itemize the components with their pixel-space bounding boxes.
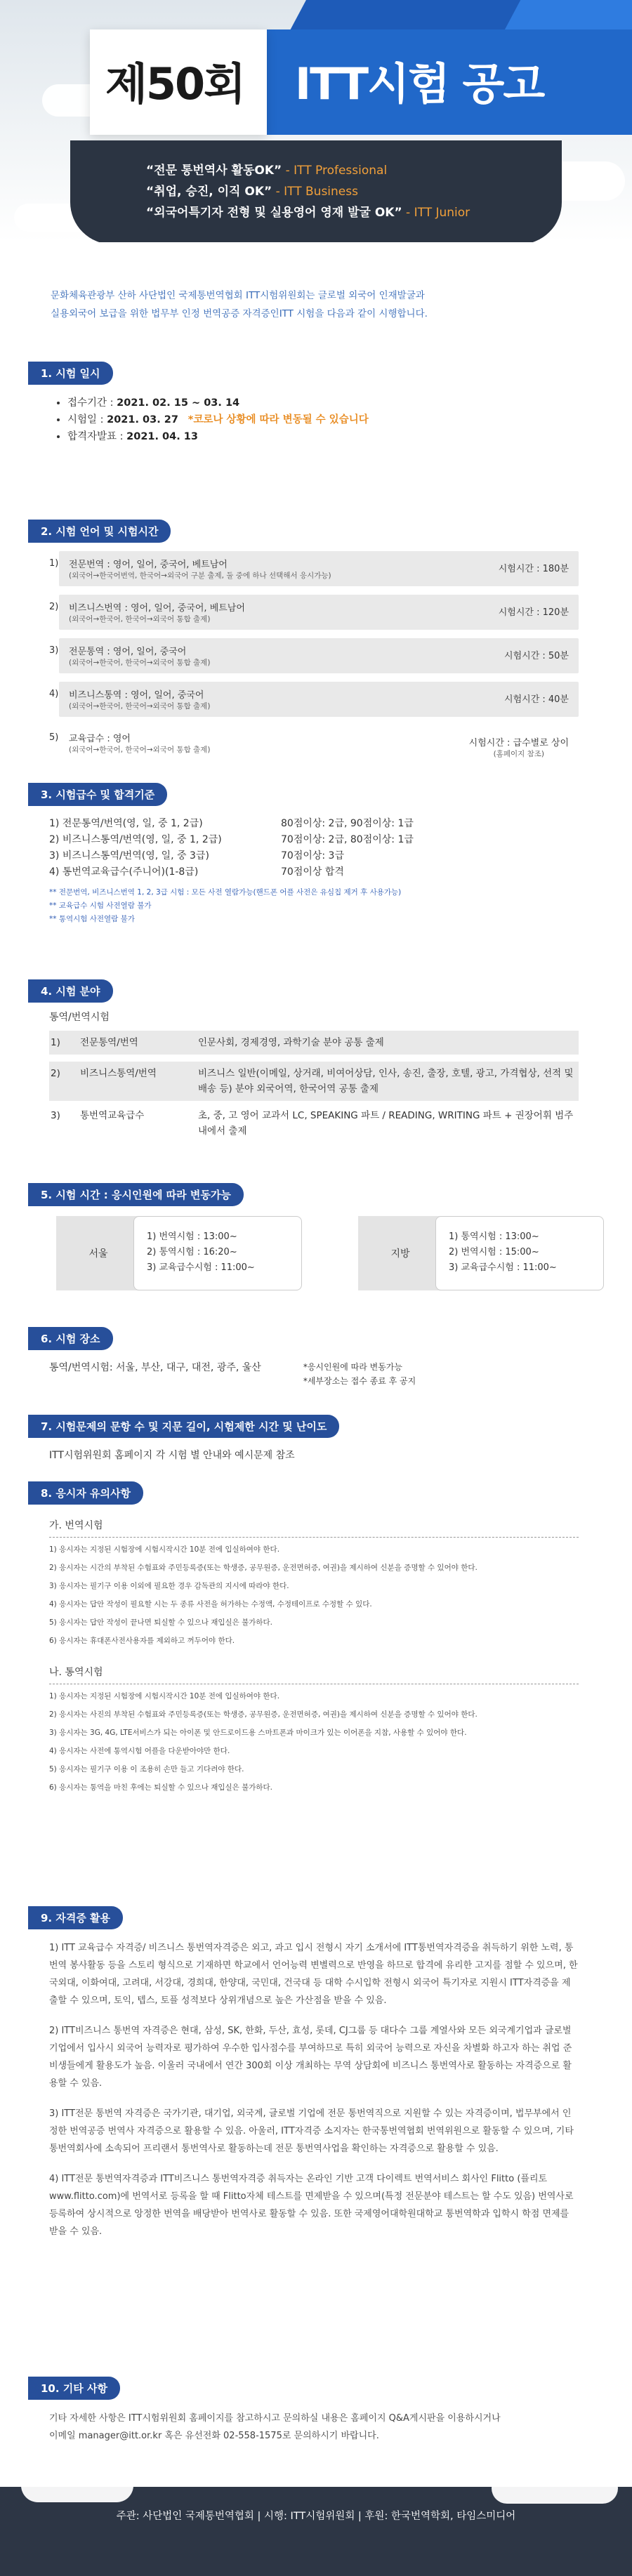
edition-title: 제50회: [105, 58, 245, 110]
footer-bar: [0, 2487, 632, 2576]
slogan-line: “전문 통번역사 활동OK” - ITT Professional: [146, 164, 388, 178]
section-exam-schedule: [28, 362, 604, 445]
section-title: 3. 시험급수 및 합격기준: [28, 783, 167, 806]
section-title: 9. 자격증 활용: [28, 1906, 123, 1929]
section-other: [28, 2377, 604, 2445]
field-row: 1) 전문통역/번역 인문사회, 경제경영, 과학기술 분야 공통 출제: [49, 1031, 579, 1055]
grade-notes: ** 전문번역, 비즈니스번역 1, 2, 3급 시험 : 모든 사전 열람가능(핸드폰 어플 사전은 유심칩 제거 후 사용가능) ** 교육급수 시험 사전열람 불가 ** 통역시험 사전열람 불가: [49, 888, 402, 923]
field-row: 2) 비즈니스통역/번역 비즈니스 일반(이메일, 상거래, 비여어상담, 인사, 송진, 출장, 호텔, 광고, 가격협상, 선적 및 배송 등) 분야 외국어역, 한국어역 공통 출제: [49, 1062, 579, 1101]
section-title: 10. 기타 사항: [28, 2377, 120, 2400]
field-row: 3) 통번역교육급수 초, 중, 고 영어 교과서 LC, SPEAKING 파트 / READING, WRITING 파트 + 권장어휘 범주 내에서 출제: [51, 1110, 574, 1137]
section-precautions: [28, 1481, 604, 1797]
seoul-times: 1) 번역시험 : 13:00~ 2) 통역시험 : 16:20~ 3) 교육급수시험 : 11:00~: [133, 1216, 302, 1290]
section-exam-time: [28, 1183, 604, 1290]
hero-banner: [0, 0, 632, 242]
slogan-line: “취업, 승진, 이직 OK” - ITT Business: [146, 185, 358, 199]
section-title: 5. 시험 시간 : 응시인원에 따라 변동가능: [28, 1183, 244, 1206]
section-title: 2. 시험 언어 및 시험시간: [28, 520, 171, 543]
section-languages: [28, 520, 604, 765]
main-title: ITT시험 공고: [295, 58, 544, 110]
language-row: 3) 전문통역 : 영어, 일어, 중국어 (외국어→한국어, 한국어→외국어 통합 출제) 시험시간 : 50분: [28, 638, 604, 673]
section-title: 4. 시험 분야: [28, 979, 113, 1003]
questions-info: ITT시험위원회 홈페이지 각 시험 별 안내와 예시문제 참조: [49, 1450, 295, 1461]
region-local: 지방: [358, 1216, 442, 1290]
region-seoul: 서울: [56, 1216, 140, 1290]
slogan-line: “외국어특기자 전형 및 실용영어 영재 발굴 OK” - ITT Junior: [146, 206, 470, 220]
intro-text: 문화체육관광부 산하 사단법인 국제통번역협회 ITT시험위원회는 글로벌 외국어 인재발굴과 실용외국어 보급을 위한 법무부 인정 번역공증 자격증인ITT 시험을 다음과 같이 시행합니다.: [51, 290, 428, 319]
footer-credits: 주관: 사단법인 국제통번역협회 | 시행: ITT시험위원회 | 후원: 한국번역학회, 타임스미디어: [116, 2511, 516, 2522]
grade-table: 1) 전문통역/번역(영, 일, 중 1, 2급) 2) 비즈니스통역/번역(영, 일, 중 1, 2급) 3) 비즈니스통역/번역(영, 일, 중 3급) 4) 통번역교육급수(주니어)(1-8급) 80점이상: 2급, 90점이상: 1급 70점이상: 2급, 80점이상: 1급 70점이상: 3급 70점이상 합격: [49, 818, 414, 878]
language-row: 1) 전문번역 : 영어, 일어, 중국어, 베트남어 (외국어→한국어번역, 한국어→외국어 구분 출제, 둘 중에 하나 선택해서 응시가능) 시험시간 : 180분: [28, 551, 604, 586]
field-label: 통역/번역시험: [49, 1012, 110, 1023]
section-title: 8. 응시자 유의사항: [28, 1481, 143, 1505]
certificate-use-text: 1) ITT 교육급수 자격증/ 비즈니스 통번역자격증은 외고, 과고 입시 전형시 자기 소개서에 ITT통번역자격증을 취득하기 위한 노력, 통번역 봉사활동 등을 스토리 형식으로 기재하면 학교에서 언어능력 변별력으로 반영을 하므로 합격에 유리한 고지를 점할 수 있으며, 한국외대, 이화여대, 고려대, 서강대, 경희대, 한양대, 국민대, 건국대 등 대학 수시입학 전형시 외국어 특기자로 지원시 ITT자격증을 제출할 수 있으며, 토익, 텝스, 토플 성적보다 상위개념으로 높은 가산점을 받을 수 있음. 2) ITT비즈니스 통번역 자격증은 현대, 삼성, SK, 한화, 두산, 효성, 롯데, CJ그룹 등 대다수 그룹 계열사와 모든 외국계기업과 글로벌 기업에서 입사시 외국어 능력자로 평가하여 우수한 입사점수를 부여하므로 특히 외국어 능력으로 자신을 차별화 하고자 하는 취업 준비생들에게 활용도가 높음. 이울러 국내에서 연간 300회 이상 개최하는 무역 상담회에 비즈니스 통번역사로 활동하는 자격증으로 활용할 수 있음. 3) ITT전문 통번역 자격증은 국가기관, 대기업, 외국계, 글로벌 기업에 전문 통번역직으로 지원할 수 있는 자격증이며, 법무부에서 인정한 번역공증 번역사 자격증으로 활용할 수 있음. 아울러, ITT자격증 소지자는 한국통번역협회 번역위원으로 활동할 수 있으며, 기타 통번역회사에 소속되어 프리랜서 통번역사로 활동하는데 전문 통번역사업을 확인하는 자격증으로 활용할 수 있음. 4) ITT전문 통번역자격증과 ITT비즈니스 통번역자격증 취득자는 온라인 기반 고객 다이렉트 번역서비스 회사인 Flitto (플리토 www.flitto.com)에 번역서로 등록을 할 때 Flitto자체 테스트를 면제받을 수 있으며(특정 전문분야 테스트는 할 수도 있음) 번역사로 등록하여 상시적으로 앙정한 번역을 배당받아 번역사로 활동할 수 있음. 또한 국제영어대학원대학교 통번역학과 입학시 학점 면제를 받을 수 있음.: [49, 1943, 578, 2237]
section-location: [28, 1327, 604, 1388]
section-grades: [28, 783, 604, 926]
local-times: 1) 통역시험 : 13:00~ 2) 번역시험 : 15:00~ 3) 교육급수시험 : 11:00~: [435, 1216, 604, 1290]
section-questions: [28, 1415, 604, 1462]
cloud-decor: [21, 2469, 133, 2502]
section-title: 7. 시험문제의 문항 수 및 지문 길이, 시험제한 시간 및 난이도: [28, 1415, 339, 1438]
cloud-decor: [492, 2473, 618, 2504]
section-certificate-use: [28, 1906, 604, 2253]
schedule-list: • 접수기간 : 2021. 02. 15 ~ 03. 14 • 시험일 : 2021. 03. 27 *코로나 상황에 따라 변동될 수 있습니다 • 합격자발표 : 2021. 04. 13: [67, 395, 604, 445]
time-panels: [56, 1216, 604, 1290]
slogan-list: [146, 160, 470, 223]
exam-location: 통역/번역시험: 서울, 부산, 대구, 대전, 광주, 울산 *응시인원에 따라 변동가능 *세부장소는 접수 종료 후 공지: [49, 1362, 416, 1386]
section-fields: [28, 979, 604, 1139]
section-title: 6. 시험 장소: [28, 1327, 113, 1350]
language-row: 4) 비즈니스통역 : 영어, 일어, 중국어 (외국어→한국어, 한국어→외국어 통합 출제) 시험시간 : 40분: [28, 682, 604, 717]
other-text: 기타 자세한 사항은 ITT시험위원회 홈페이지를 참고하시고 문의하실 내용은 홈페이지 Q&A게시판을 이용하시거나 이메일 manager@itt.or.kr 혹은 유선전화 02-558-1575로 문의하시기 바랍니다.: [49, 2413, 501, 2441]
language-row: 2) 비즈니스번역 : 영어, 일어, 중국어, 베트남어 (외국어→한국어, 한국어→외국어 통합 출제) 시험시간 : 120분: [28, 595, 604, 630]
section-title: 1. 시험 일시: [28, 362, 113, 385]
language-row: 5) 교육급수 : 영어 (외국어→한국어, 한국어→외국어 통합 출제) 시험시간 : 급수별로 상이 (홈페이지 참조): [28, 725, 604, 765]
precautions-list: 가. 번역시험 1) 응시자는 지정된 시험장에 시험시작시간 10분 전에 입실하여야 한다. 2) 응시자는 시간의 부착된 수험표와 주민등록증(또는 학생증, 공무원증, 운전면허증, 여권)을 제시하여 신분을 증명할 수 있어야 한다. 3) 응시자는 필기구 이용 이외에 필요한 경우 감독관의 지시에 따라야 한다. 4) 응시자는 답안 작성이 필요할 시는 두 종류 사전을 허가하는 수정액, 수정테이프로 수정할 수 있다. 5) 응시자는 답안 작성이 끝나면 퇴실할 수 있으나 재입실은 불가하다. 6) 응시자는 휴대폰사전사용자를 제외하고 꺼두어야 한다. 나. 통역시험 1) 응시자는 지정된 시험장에 시험시작시간 10분 전에 입실하여야 한다. 2) 응시자는 사진의 부착된 수험표와 주민등록증(또는 학생증, 공무원증, 운전면허증, 여권)을 제시하여 신분을 증명할 수 있어야 한다. 3) 응시자는 3G, 4G, LTE서비스가 되는 아이폰 및 안드로이드용 스마트폰과 마이크가 있는 이어폰을 지참, 사용할 수 있어야 한다. 4) 응시자는 사전에 통역시험 어플을 다운받아야만 한다. 5) 응시자는 필기구 이용 이 조용히 손만 들고 기다려야 한다. 6) 응시자는 통역을 마친 후에는 퇴실할 수 있으나 재입실은 불가하다.: [49, 1516, 579, 1797]
